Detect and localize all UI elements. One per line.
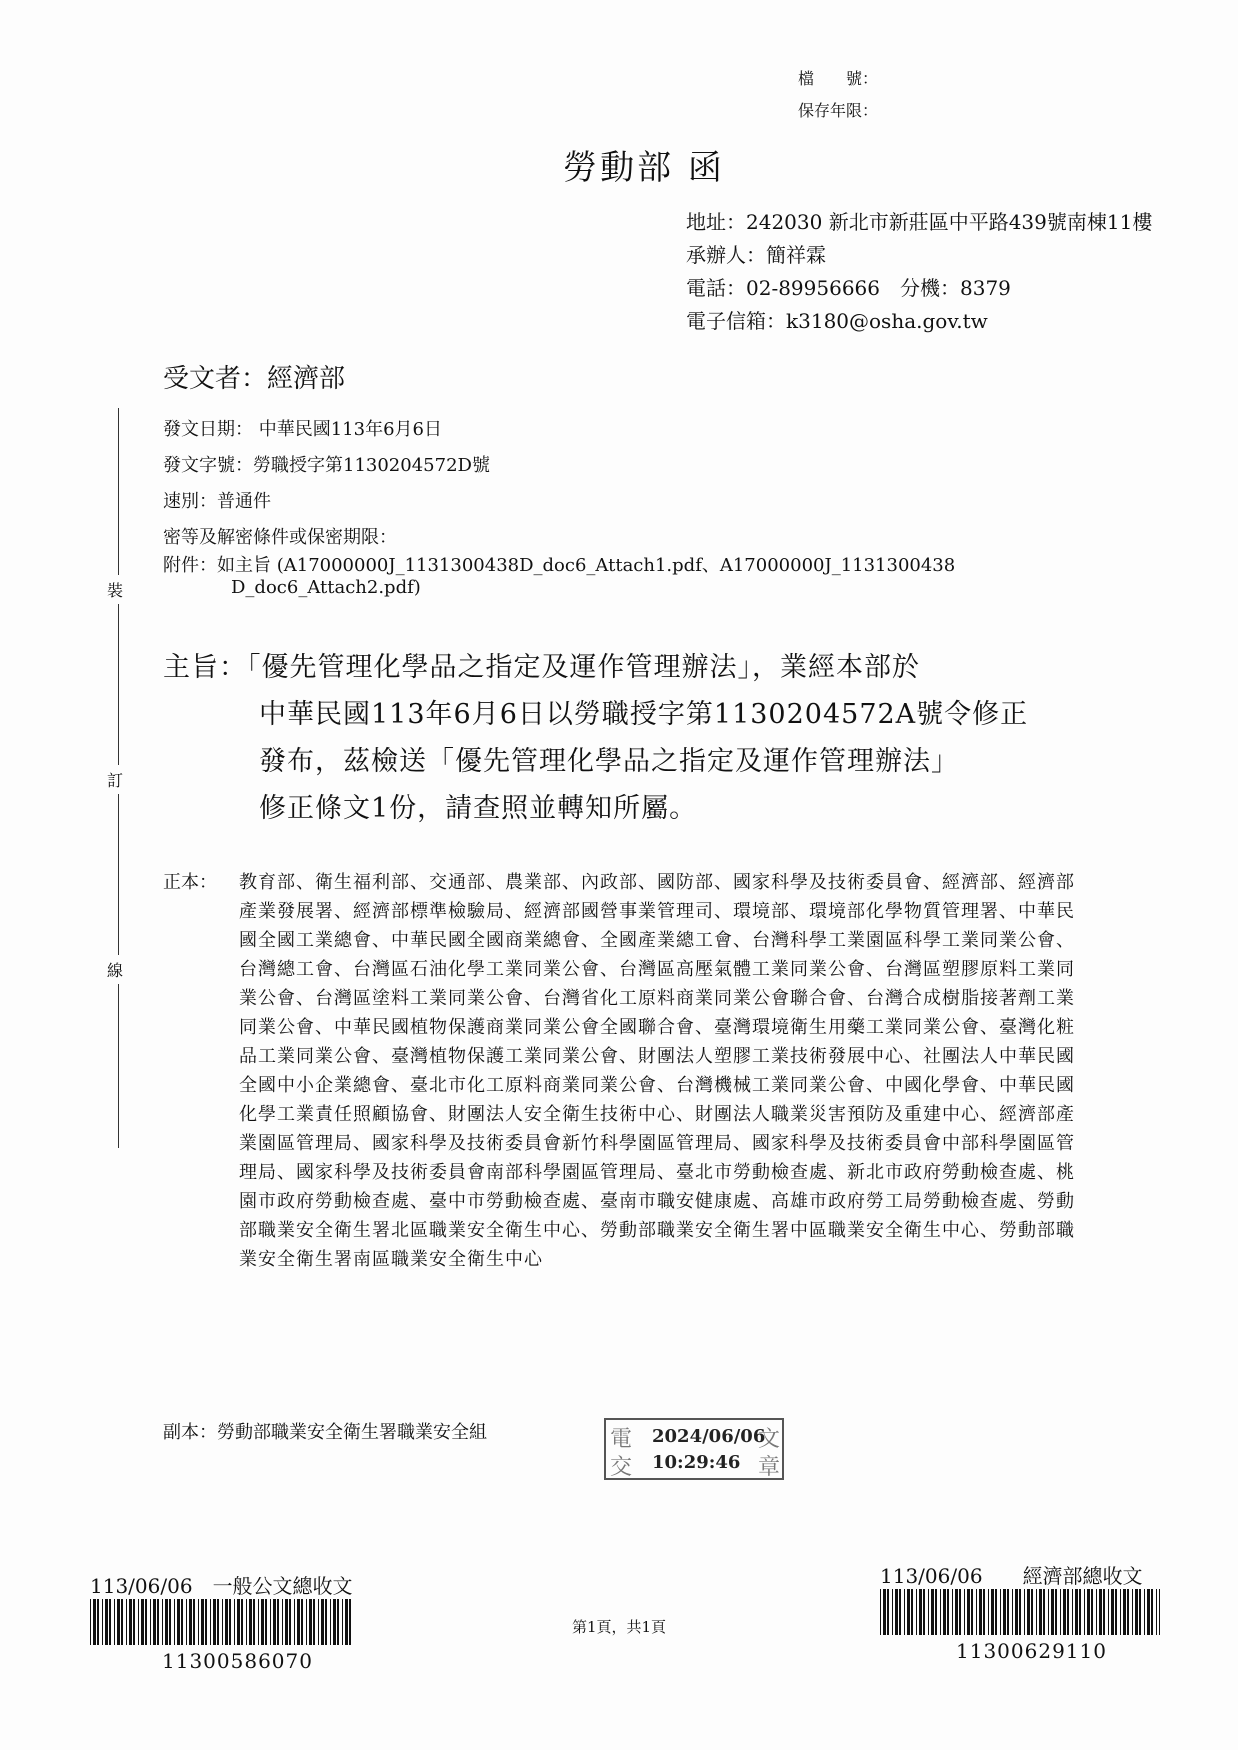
receipt-label-right [880,1560,1160,1663]
recipient: 受文者：經濟部 [163,364,346,394]
subject-line-1: 主旨：「優先管理化學品之指定及運作管理辦法」，業經本部於 [163,652,920,683]
stamp-char: 電 [610,1427,633,1452]
receipt-date-left: 113/06/06 [90,1574,193,1598]
original-recipients [163,868,1083,1274]
exchange-stamp [604,1418,784,1480]
attachment-line-1: 附件：如主旨 (A17000000J_1131300438D_doc6_Attach1.pdf、A17000000J_1131300438 [163,555,956,576]
subject-line-4: 修正條文1份，請查照並轉知所屬。 [259,793,698,824]
receipt-title-left: 一般公文總收文 [212,1574,353,1598]
original-label: 正本： [163,872,217,893]
secrecy-level: 密等及解密條件或保密期限： [163,527,397,548]
receipt-number-right: 11300629110 [956,1639,1107,1663]
stamp-char: 章 [758,1455,781,1480]
contact-handler: 承辦人：簡祥霖 [686,243,826,267]
stamp-time: 10:29:46 [652,1452,741,1473]
receipt-date-right: 113/06/06 [880,1564,983,1588]
contact-phone: 電話：02-89956666 分機：8379 [686,276,1011,300]
stamp-date: 2024/06/06 [652,1426,766,1447]
contact-email: 電子信箱：k3180@osha.gov.tw [686,309,988,333]
subject-block [163,644,1083,832]
contact-block [686,206,1152,338]
contact-address: 地址：242030 新北市新莊區中平路439號南棟11樓 [686,210,1153,234]
speed-category: 速別：普通件 [163,491,271,512]
document-title: 勞動部 函 [563,148,725,188]
retention-period-label: 保存年限： [798,101,879,120]
cc-recipients: 副本：勞動部職業安全衛生署職業安全組 [163,1422,487,1443]
page-footer: 第1頁，共1頁 [571,1618,667,1636]
file-number-label: 檔 號： [798,69,879,88]
original-list: 教育部、衛生福利部、交通部、農業部、內政部、國防部、國家科學及技術委員會、經濟部、經濟部產業發展署、經濟部標準檢驗局、經濟部國營事業管理司、環境部、環境部化學物質管理署、中華民國全國工業總會、中華民國全國商業總會、全國產業總工會、台灣科學工業園區科學工業同業公會、台灣總工會、台灣區石油化學工業同業公會、台灣區高壓氣體工業同業公會、台灣區塑膠原料工業同業公會、台灣區塗料工業同業公會、台灣省化工原料商業同業公會聯合會、台灣合成樹脂接著劑工業同業公會、中華民國植物保護商業同業公會全國聯合會、臺灣環境衛生用藥工業同業公會、臺灣化粧品工業同業公會、臺灣植物保護工業同業公會、財團法人塑膠工業技術發展中心、社團法人中華民國全國中小企業總會、臺北市化工原料商業同業公會、台灣機械工業同業公會、中國化學會、中華民國化學工業責任照顧協會、財團法人安全衛生技術中心、財團法人職業災害預防及重建中心、經濟部產業園區管理局、國家科學及技術委員會新竹科學園區管理局、國家科學及技術委員會中部科學園區管理局、國家科學及技術委員會南部科學園區管理局、臺北市勞動檢查處、新北市政府勞動檢查處、桃園市政府勞動檢查處、臺中市勞動檢查處、臺南市職安健康處、高雄市政府勞工局勞動檢查處、勞動部職業安全衛生署北區職業安全衛生中心、勞動部職業安全衛生署中區職業安全衛生中心、勞動部職業安全衛生署南區職業安全衛生中心 [239,872,1075,1270]
attachment [163,555,1083,599]
issue-date: 發文日期： 中華民國113年6月6日 [163,419,442,440]
stamp-char: 文 [758,1427,781,1452]
document-number: 發文字號：勞職授字第1130204572D號 [163,455,490,476]
stamp-char: 交 [610,1455,633,1480]
receipt-number-left: 11300586070 [162,1649,313,1673]
subject-line-3: 發布，茲檢送「優先管理化學品之指定及運作管理辦法」 [259,746,959,777]
subject-line-2: 中華民國113年6月6日以勞職授字第1130204572A號令修正 [259,699,1029,730]
receipt-title-right: 經濟部總收文 [1022,1564,1143,1588]
binding-char-ding: 訂 [107,765,123,794]
binding-char-zhuang: 裝 [107,575,123,604]
binding-char-xian: 線 [107,955,123,984]
attachment-line-2: D_doc6_Attach2.pdf) [231,577,421,598]
